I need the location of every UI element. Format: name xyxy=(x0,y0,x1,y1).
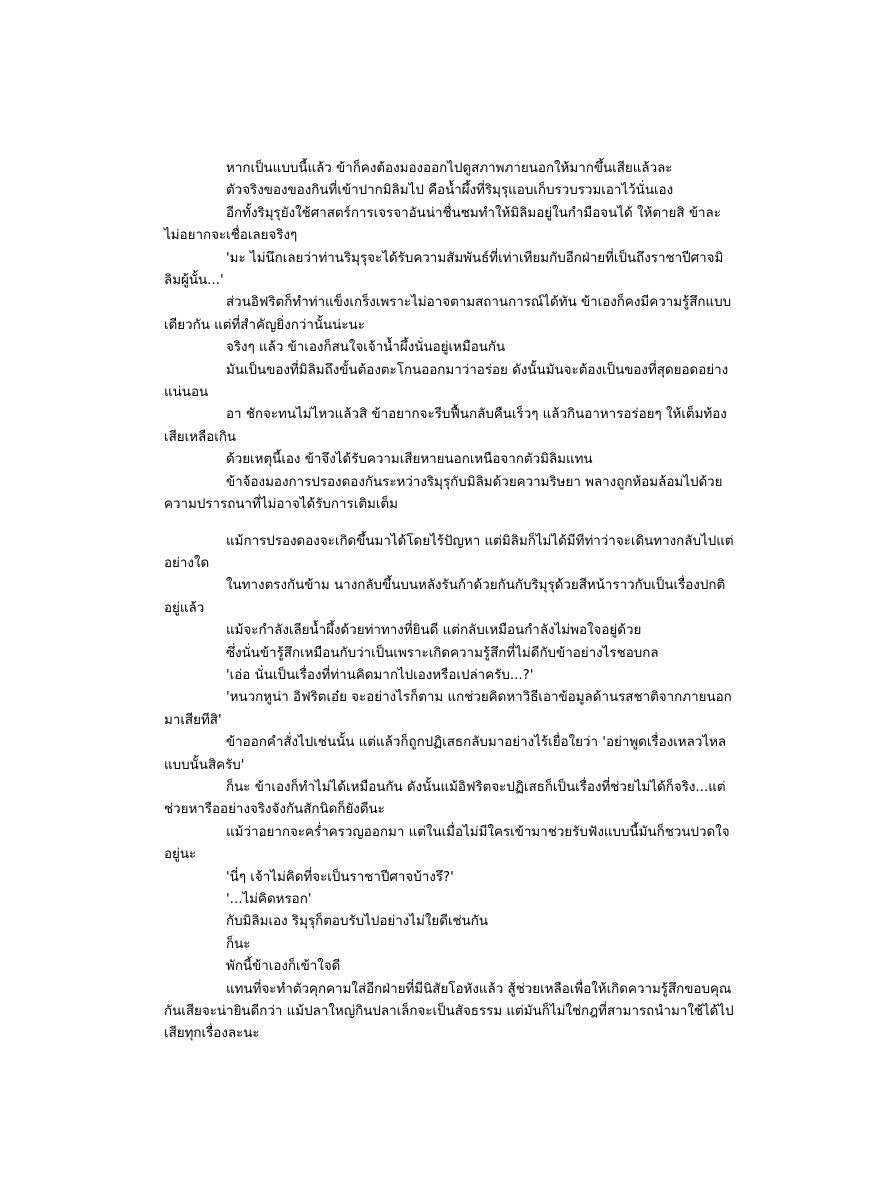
paragraph: 'เอ่อ นั่นเป็นเรื่องที่ท่านคิดมากไปเองหรือเปล่าครับ...?' xyxy=(226,667,534,683)
paragraph: ซึ่งนั่นข้ารู้สึกเหมือนกับว่าเป็นเพราะเกิดความรู้สึกที่ไม่ดีกับข้าอย่างไรชอบกล xyxy=(226,645,659,661)
paragraph: ก็นะ ข้าเองก็ทำไม่ได้เหมือนกัน ดังนั้นแม้อิฟริตจะปฏิเสธก็เป็นเรื่องที่ช่วยไม่ได้ก็จริง...แต่ช่วยหารืออย่างจริงจังกันสักนิดก็ยังดีนะ xyxy=(164,779,726,818)
paragraph: ข้าออกคำสั่งไปเช่นนั้น แต่แล้วก็ถูกปฏิเสธกลับมาอย่างไร้เยื่อใยว่า 'อย่าพูดเรื่องเหลวไหลแบบนั้นสิครับ' xyxy=(164,735,727,773)
paragraph: 'นี่ๆ เจ้าไม่คิดที่จะเป็นราชาปีศาจบ้างรึ?' xyxy=(226,869,454,885)
paragraph: ก็นะ xyxy=(226,936,251,952)
paragraph: 'หนวกหูน่า อิฟริตเอ๋ย จะอย่างไรก็ตาม แกช่วยคิดหาวิธีเอาข้อมูลด้านรสชาติจากภายนอกมาเสียทีสิ' xyxy=(164,690,732,728)
paragraph: กับมิลิมเอง ริมุรุก็ตอบรับไปอย่างไม่ใยดีเช่นกัน xyxy=(226,914,489,930)
paragraph: ส่วนอิฟริตก็ทำท่าแข็งเกร็งเพราะไม่อาจตามสถานการณ์ได้ทัน ข้าเองก็คงมีความรู้สึกแบบเดียวกัน แต่ที่สำคัญยิ่งกว่านั้นน่ะนะ xyxy=(164,295,732,333)
novel-text-body xyxy=(164,158,734,1046)
paragraph: แทนที่จะทำตัวคุกคามใส่อีกฝ่ายที่มีนิสัยโอหังแล้ว สู้ช่วยเหลือเพื่อให้เกิดความรู้สึกขอบคุณกันเสียจะน่ายินดีกว่า แม้ปลาใหญ่กินปลาเล็กจะเป็นสัจธรรม แต่มันก็ไม่ใช่กฎที่สามารถนำมาใช้ได้ไปเสียทุกเรื่องละนะ xyxy=(164,981,734,1042)
paragraph: ในทางตรงกันข้าม นางกลับขึ้นบนหลังรันก้าด้วยกันกับริมุรุด้วยสีหน้าราวกับเป็นเรื่องปกติอยู่แล้ว xyxy=(164,578,726,616)
paragraph: ข้าจ้องมองการปรองดองกันระหว่างริมุรุกับมิลิมด้วยความริษยา พลางถูกห้อมล้อมไปด้วยความปรารถนาที่ไม่อาจได้รับการเติมเต็ม xyxy=(164,474,723,513)
paragraph: ตัวจริงของของกินที่เข้าปากมิลิมไป คือน้ำผึ้งที่ริมุรุแอบเก็บรวบรวมเอาไว้นั่นเอง xyxy=(226,183,674,199)
paragraph: จริงๆ แล้ว ข้าเองก็สนใจเจ้าน้ำผึ้งนั่นอยู่เหมือนกัน xyxy=(226,340,506,356)
paragraph: '...ไม่คิดหรอก' xyxy=(226,892,312,907)
paragraph: แม้การปรองดองจะเกิดขึ้นมาได้โดยไร้ปัญหา แต่มิลิมก็ไม่ได้มีทีท่าว่าจะเดินทางกลับไปแต่อย่างใด xyxy=(164,533,734,571)
paragraph: อีกทั้งริมุรุยังใช้ศาสตร์การเจรจาอันน่าชื่นชมทำให้มิลิมอยู่ในกำมือจนได้ ให้ตายสิ ข้าละไม่อยากจะเชื่อเลยจริงๆ xyxy=(164,205,721,244)
paragraph: มันเป็นของที่มิลิมถึงขั้นต้องตะโกนออกมาว่าอร่อย ดังนั้นมันจะต้องเป็นของที่สุดยอดอย่างแน่นอน xyxy=(164,362,729,401)
paragraph: แม้ว่าอยากจะคร่ำครวญออกมา แต่ในเมื่อไม่มีใครเข้ามาช่วยรับฟังแบบนี้มันก็ชวนปวดใจอยู่นะ xyxy=(164,824,730,863)
paragraph: 'มะ ไม่นึกเลยว่าท่านริมุรุจะได้รับความสัมพันธ์ที่เท่าเทียมกับอีกฝ่ายที่เป็นถึงราชาปีศาจมิลิมผู้นั้น...' xyxy=(164,250,724,289)
paragraph: ด้วยเหตุนี้เอง ข้าจึงได้รับความเสียหายนอกเหนือจากตัวมิลิมแทน xyxy=(226,452,593,468)
section-break xyxy=(164,517,734,531)
paragraph: แม้จะกำลังเลียน้ำผึ้งด้วยท่าทางที่ยินดี แต่กลับเหมือนกำลังไม่พอใจอยู่ด้วย xyxy=(226,623,642,639)
paragraph: หากเป็นแบบนี้แล้ว ข้าก็คงต้องมองออกไปดูสภาพภายนอกให้มากขึ้นเสียแล้วละ xyxy=(226,161,673,176)
paragraph: พักนี้ข้าเองก็เข้าใจดี xyxy=(226,959,341,975)
paragraph: อา ชักจะทนไม่ไหวแล้วสิ ข้าอยากจะรีบฟื้นกลับคืนเร็วๆ แล้วกินอาหารอร่อยๆ ให้เต็มท้องเสียเหลือเกิน xyxy=(164,407,727,445)
